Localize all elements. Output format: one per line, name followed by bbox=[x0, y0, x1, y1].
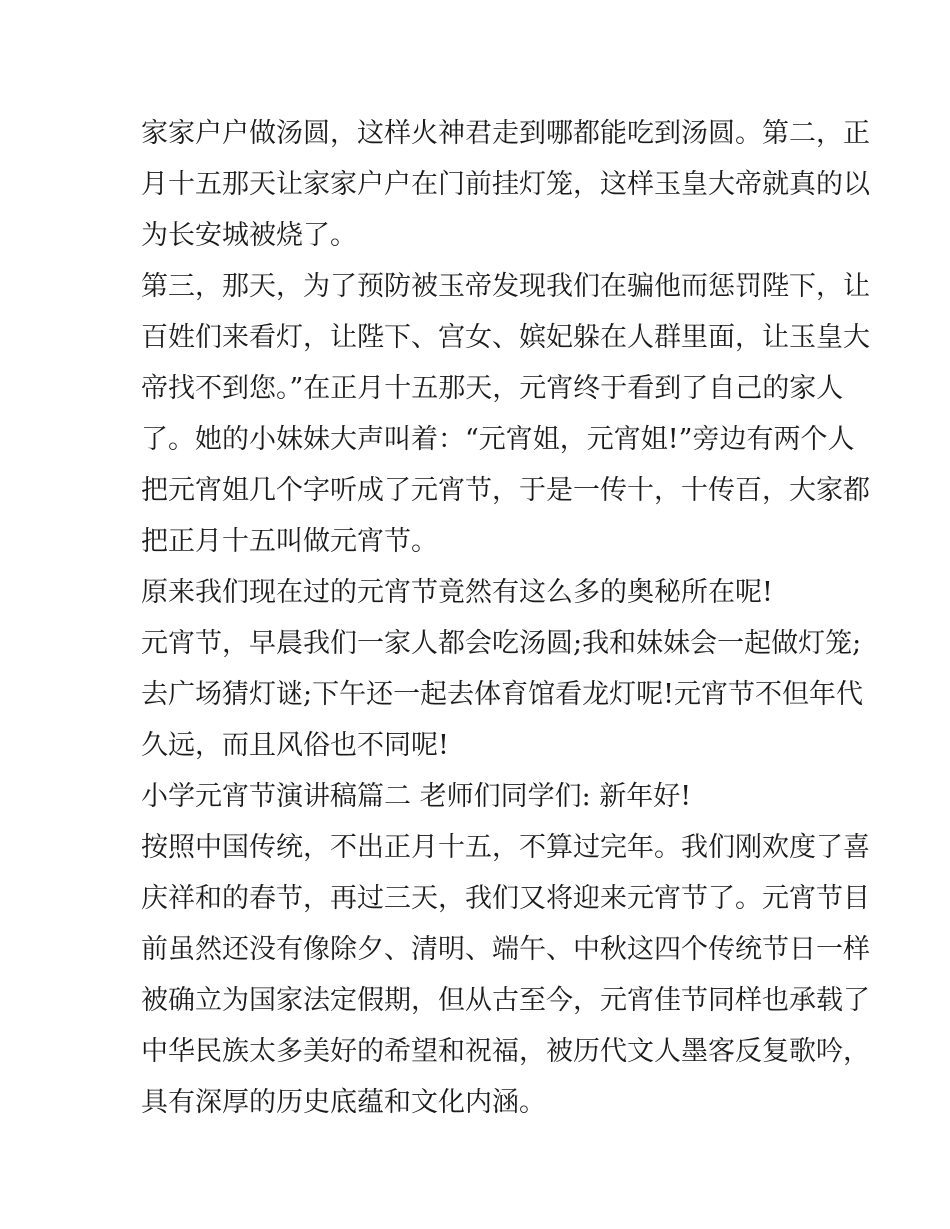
section-heading: 小学元宵节演讲稿篇二 老师们同学们: 新年好! bbox=[141, 781, 692, 812]
text-line: 被确立为国家法定假期，但从古至今，元宵佳节同样也承载了 bbox=[141, 985, 870, 1016]
text-line: 原来我们现在过的元宵节竟然有这么多的奥秘所在呢! bbox=[141, 577, 773, 608]
text-line: 中华民族太多美好的希望和祝福，被历代文人墨客反复歌吟， bbox=[141, 1036, 870, 1067]
text-line: 把元宵姐几个字听成了元宵节，于是一传十，十传百，大家都 bbox=[141, 475, 870, 506]
text-line: 具有深厚的历史底蕴和文化内涵。 bbox=[141, 1087, 546, 1118]
text-line: 去广场猜灯谜;下午还一起去体育馆看龙灯呢!元宵节不但年代 bbox=[141, 679, 863, 710]
document-body bbox=[141, 108, 870, 1128]
text-line: 前虽然还没有像除夕、清明、端午、中秋这四个传统节日一样 bbox=[141, 934, 870, 965]
text-line: 家家户户做汤圆，这样火神君走到哪都能吃到汤圆。第二，正 bbox=[141, 118, 870, 149]
text-line: 按照中国传统，不出正月十五，不算过完年。我们刚欢度了喜 bbox=[141, 832, 870, 863]
text-line: 久远，而且风俗也不同呢! bbox=[141, 730, 449, 761]
text-line: 帝找不到您。”在正月十五那天，元宵终于看到了自己的家人 bbox=[141, 373, 844, 404]
text-line: 百姓们来看灯，让陛下、宫女、嫔妃躲在人群里面，让玉皇大 bbox=[141, 322, 870, 353]
text-line: 元宵节，早晨我们一家人都会吃汤圆;我和妹妹会一起做灯笼; bbox=[141, 628, 862, 659]
text-line: 月十五那天让家家户户在门前挂灯笼，这样玉皇大帝就真的以 bbox=[141, 169, 870, 200]
text-line: 了。她的小妹妹大声叫着：“元宵姐，元宵姐!”旁边有两个人 bbox=[141, 424, 855, 455]
text-line: 把正月十五叫做元宵节。 bbox=[141, 526, 438, 557]
text-line: 庆祥和的春节，再过三天，我们又将迎来元宵节了。元宵节目 bbox=[141, 883, 870, 914]
text-line: 第三，那天，为了预防被玉帝发现我们在骗他而惩罚陛下，让 bbox=[141, 271, 870, 302]
text-line: 为长安城被烧了。 bbox=[141, 220, 357, 251]
